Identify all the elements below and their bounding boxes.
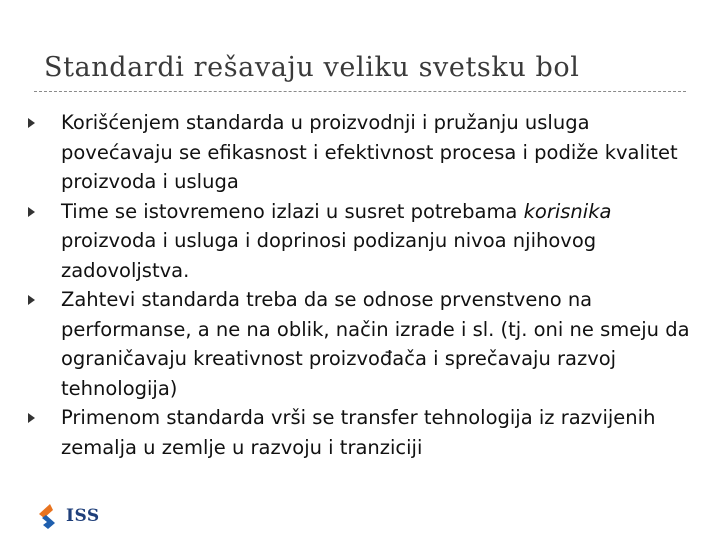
iss-logo-icon xyxy=(34,502,64,530)
iss-logo xyxy=(34,502,100,530)
bullet-text-segment: Zahtevi standarda treba da se odnose prvenstveno na performanse, a ne na oblik, način izrade i sl. (tj. oni ne smeju da ograničavaju kreativnost proizvođača i sprečavaju razvoj tehnologija) xyxy=(61,288,690,400)
bullet-text xyxy=(61,288,690,400)
bullet-item xyxy=(28,197,700,286)
bullet-text xyxy=(61,200,611,282)
triangle-bullet-icon xyxy=(28,118,35,128)
bullet-emphasis: korisnika xyxy=(523,199,612,223)
bullet-list xyxy=(28,108,700,462)
bullet-text xyxy=(61,406,655,459)
bullet-item xyxy=(28,285,700,403)
slide-title: Standardi rešavaju veliku svetsku bol xyxy=(44,52,580,83)
triangle-bullet-icon xyxy=(28,295,35,305)
bullet-text-segment: Korišćenjem standarda u proizvodnji i pružanju usluga povećavaju se efikasnost i efektivnost procesa i podiže kvalitet proizvoda i usluga xyxy=(61,111,678,193)
triangle-bullet-icon xyxy=(28,413,35,423)
triangle-bullet-icon xyxy=(28,207,35,217)
bullet-text xyxy=(61,111,678,193)
bullet-item xyxy=(28,403,700,462)
title-divider xyxy=(34,91,686,92)
bullet-text-segment: proizvoda i usluga i doprinosi podizanju nivoa njihovog zadovoljstva. xyxy=(61,229,597,282)
logo-text: ISS xyxy=(66,506,100,526)
bullet-text-segment: Time se istovremeno izlazi u susret potrebama xyxy=(61,199,524,223)
bullet-text-segment: Primenom standarda vrši se transfer tehnologija iz razvijenih zemalja u zemlje u razvoju i tranziciji xyxy=(61,406,656,459)
bullet-item xyxy=(28,108,700,197)
